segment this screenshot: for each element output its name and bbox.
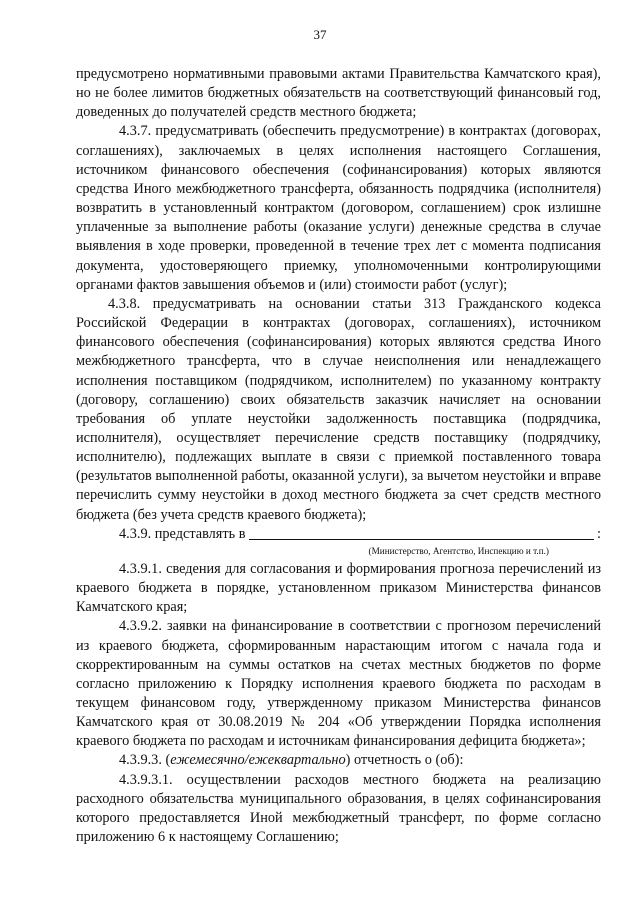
- paragraph-4-3-9-1: 4.3.9.1. сведения для согласования и формирования прогноза перечислений из краевого бюджета в порядке, установленном приказом Министерства финансов Камчатского края;: [76, 560, 601, 616]
- paragraph-4-3-9-3-suffix: ) отчетность о (об):: [345, 752, 464, 769]
- paragraph-4-3-9-colon: :: [597, 525, 601, 542]
- blank-fill-line: [249, 538, 594, 540]
- fill-line-hint: (Министерство, Агентство, Инспекцию и т.п.): [368, 545, 549, 556]
- paragraph-4-3-7: 4.3.7. предусматривать (обеспечить предусмотрение) в контрактах (договорах, соглашениях), заключаемых в целях исполнения настоящего Соглашения, источником финансового обеспечения (софинансирования) которых являются средства Иного межбюджетного трансферта, обязанность подрядчика (исполнителя) возвратить в установленный контрактом (договором, соглашением) срок излишне уплаченные за выполнение работы (оказание услуги) денежные средства в случае выявления в ходе проверки, проведенной в течение трех лет с момента подписания документа, удостоверяющего приемку, уполномоченными контролирующими органами фактов завышения объемов и (или) стоимости работ (услуг);: [76, 123, 601, 293]
- document-body: [76, 65, 601, 847]
- paragraph-4-3-9-3-prefix: 4.3.9.3. (: [119, 752, 171, 769]
- paragraph-4-3-9: [76, 525, 601, 544]
- paragraph-4-3-8: 4.3.8. предусматривать на основании статьи 313 Гражданского кодекса Российской Федерации в контрактах (договорах, соглашениях), источником финансового обеспечения (софинансирования) которых являются средства Иного межбюджетного трансферта, что в случае неисполнения или ненадлежащего исполнения поставщиком (подрядчиком, исполнителем) по указанному контракту (договору, соглашению) своих обязательств заказчик начисляет на основании требования об уплате неустойки задолженность поставщика (подрядчика, исполнителя), осуществляет перечисление средств поставщику (подрядчику, исполнителю), подлежащих выплате в связи с приемкой поставленного товара (результатов выполненной работы, оказанной услуги), за вычетом неустойки и вправе перечислить сумму неустойки в доход местного бюджета за счет средств местного бюджета (без учета средств краевого бюджета);: [76, 295, 601, 523]
- paragraph-continuation: предусмотрено нормативными правовыми актами Правительства Камчатского края), но не более лимитов бюджетных обязательств на соответствующий финансовый год, доведенных до получателей средств местного бюджета;: [76, 66, 601, 121]
- paragraph-4-3-9-text: 4.3.9. представлять в: [119, 525, 246, 542]
- paragraph-4-3-9-3-1: 4.3.9.3.1. осуществлении расходов местного бюджета на реализацию расходного обязательства муниципального образования, в целях софинансирования которого предоставляется Иной межбюджетный трансферт, по форме согласно приложению 6 к настоящему Соглашению;: [76, 771, 601, 846]
- paragraph-4-3-9-3: [76, 751, 601, 770]
- paragraph-4-3-9-3-period: ежемесячно/ежеквартально: [170, 752, 346, 769]
- paragraph-4-3-9-2: 4.3.9.2. заявки на финансирование в соответствии с прогнозом перечислений из краевого бюджета, сформированным нарастающим итогом с начала года и скорректированным на суммы остатков на счетах местных бюджетов по форме согласно приложению к Порядку исполнения краевого бюджета по расходам в текущем финансовом году, утвержденному приказом Министерства финансов Камчатского края от 30.08.2019 № 204 «Об утверждении Порядка исполнения краевого бюджета по расходам и источникам финансирования дефицита бюджета»;: [76, 618, 601, 750]
- page-number: 37: [313, 27, 327, 42]
